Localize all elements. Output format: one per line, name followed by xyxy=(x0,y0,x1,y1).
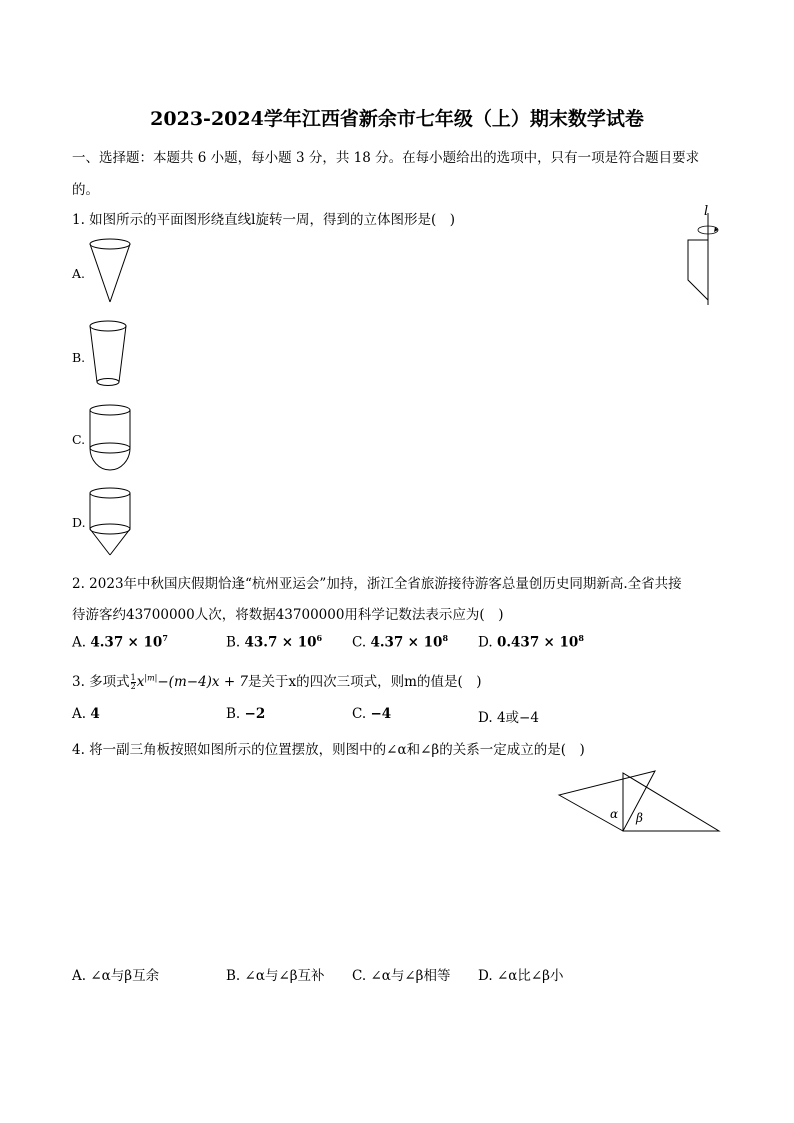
q1-option-a-label[interactable]: A. xyxy=(72,266,86,281)
q1-option-a-cone-figure[interactable] xyxy=(86,236,136,306)
q4-option-b[interactable]: B. ∠α与∠β互补 xyxy=(226,968,325,984)
q1-option-b-label[interactable]: B. xyxy=(72,350,86,365)
q1-reference-figure xyxy=(680,205,730,310)
q3-option-b[interactable]: B. −2 xyxy=(226,706,266,722)
angle-beta-label: β xyxy=(636,811,643,825)
q3-option-d[interactable]: D. 4或−4 xyxy=(478,710,539,726)
q3-option-a[interactable]: A. 4 xyxy=(72,706,100,722)
q1-option-c-label[interactable]: C. xyxy=(72,432,86,447)
question-3-stem: 3. 多项式 $\frac{1}{2}$ $x^{|m|}-(m-4)x + 7$是关于x的四次三项式，则m的值是( ) xyxy=(72,673,482,691)
question-2-stem-line2: 待游客约43700000人次，将数据43700000用科学记数法表示应为( ) xyxy=(72,607,504,623)
section-instructions-line1: 一、选择题：本题共 6 小题，每小题 3 分，共 18 分。在每小题给出的选项中，只有一项是符合题目要求 xyxy=(72,150,700,166)
q2-option-a[interactable]: A. $4.37 \times 10^7$ xyxy=(72,633,168,651)
q4-option-d[interactable]: D. ∠α比∠β小 xyxy=(478,968,564,984)
q4-option-a[interactable]: A. ∠α与β互余 xyxy=(72,968,160,984)
question-2-stem-line1: 2. 2023年中秋国庆假期恰逢“杭州亚运会”加持，浙江全省旅游接待游客总量创历史同期新高.全省共接 xyxy=(72,576,682,592)
q2-option-c[interactable]: C. $4.37 \times 10^8$ xyxy=(352,633,449,651)
q3-option-c[interactable]: C. −4 xyxy=(352,706,392,722)
q1-option-b-frustum-figure[interactable] xyxy=(86,318,136,390)
question-4-stem: 4. 将一副三角板按照如图所示的位置摆放，则图中的∠α和∠β的关系一定成立的是( ) xyxy=(72,742,585,758)
q2-option-d[interactable]: D. $0.437 \times 10^8$ xyxy=(478,633,584,651)
axis-label-l: l xyxy=(704,204,709,219)
question-1-stem: 1. 如图所示的平面图形绕直线l旋转一周，得到的立体图形是( ) xyxy=(72,212,456,228)
fraction-one-half: $\frac{1}{2}$ xyxy=(130,673,136,691)
q1-option-c-cylinder-hemisphere-figure[interactable] xyxy=(86,402,136,474)
q4-option-c[interactable]: C. ∠α与∠β相等 xyxy=(352,968,451,984)
page-title: 2023-2024学年江西省新余市七年级（上）期末数学试卷 xyxy=(150,108,644,130)
angle-alpha-label: α xyxy=(610,807,619,821)
q2-option-b[interactable]: B. $43.7 \times 10^6$ xyxy=(226,633,323,651)
q1-option-d-cylinder-cone-figure[interactable] xyxy=(86,485,136,560)
section-instructions-line2: 的。 xyxy=(72,182,99,198)
q1-option-d-label[interactable]: D. xyxy=(72,515,86,530)
